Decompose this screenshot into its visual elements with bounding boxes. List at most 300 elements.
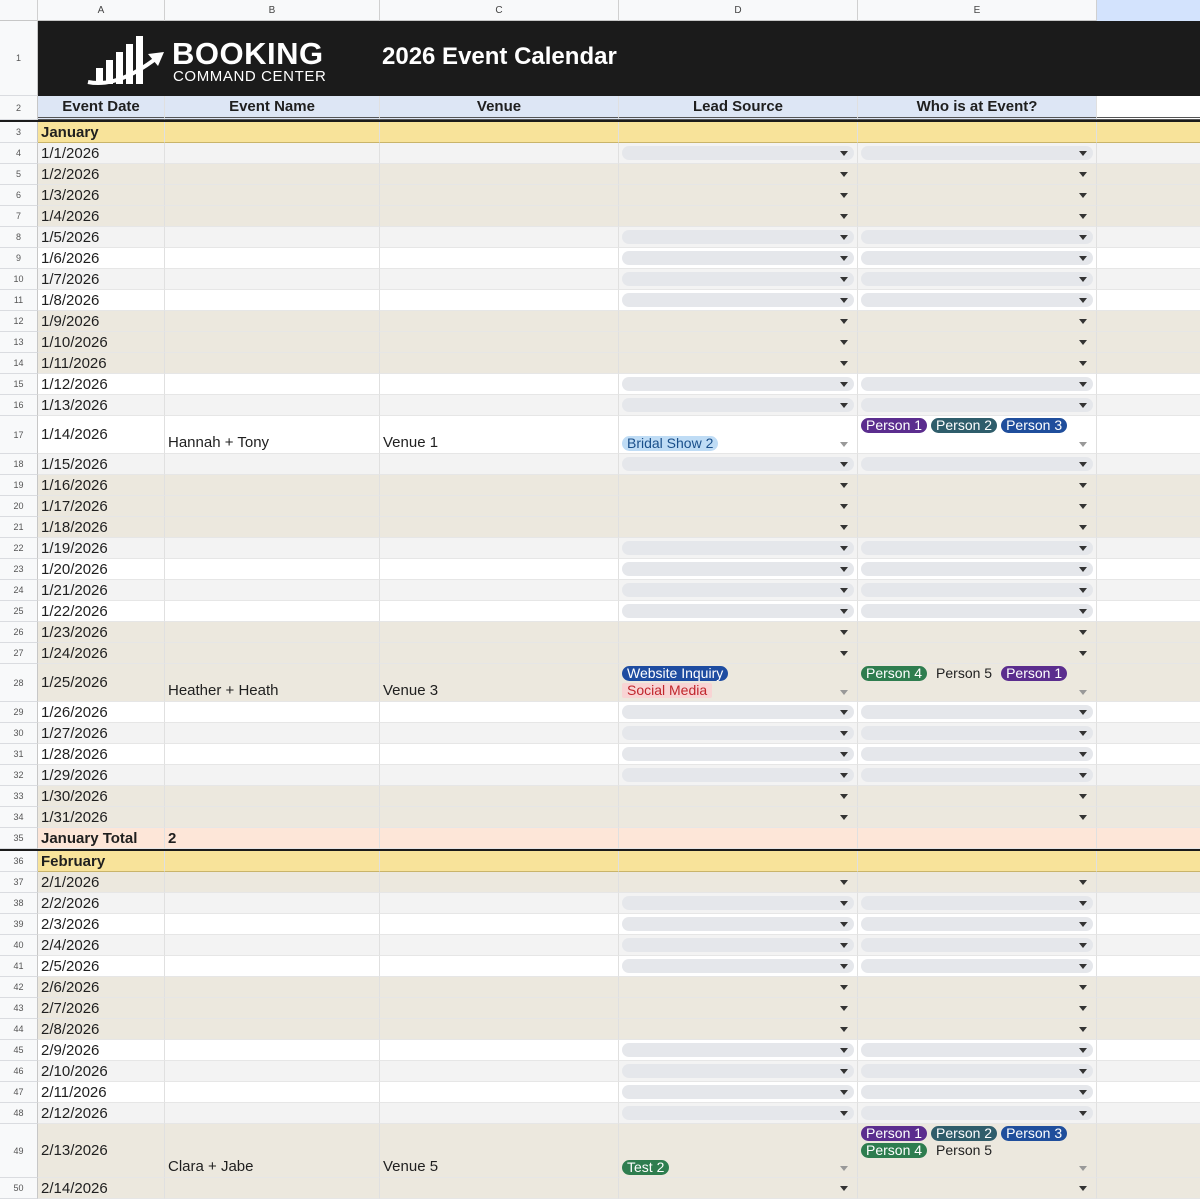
- empty-cell[interactable]: [1097, 956, 1200, 977]
- who-dropdown[interactable]: [858, 248, 1097, 269]
- empty-cell[interactable]: [1097, 332, 1200, 353]
- dropdown-pill[interactable]: [861, 917, 1093, 931]
- who-dropdown[interactable]: [858, 416, 1097, 454]
- lead-source-dropdown[interactable]: [619, 559, 858, 580]
- attendee-chip[interactable]: Person 4: [861, 666, 927, 681]
- venue-cell[interactable]: [380, 269, 619, 290]
- dropdown-pill[interactable]: [622, 1043, 854, 1057]
- row-number[interactable]: 48: [0, 1103, 38, 1124]
- chevron-down-icon[interactable]: [1079, 985, 1087, 990]
- chevron-down-icon[interactable]: [1079, 630, 1087, 635]
- empty-cell[interactable]: [1097, 143, 1200, 164]
- venue-cell[interactable]: [380, 395, 619, 416]
- dropdown-pill[interactable]: [861, 457, 1093, 471]
- event-name-cell[interactable]: [165, 353, 380, 374]
- month-band-cell[interactable]: [165, 851, 380, 872]
- row-number[interactable]: 36: [0, 851, 38, 872]
- dropdown-pill[interactable]: [861, 604, 1093, 618]
- event-name-cell[interactable]: [165, 185, 380, 206]
- total-cell[interactable]: [380, 828, 619, 849]
- chevron-down-icon[interactable]: [840, 630, 848, 635]
- event-name-cell[interactable]: [165, 538, 380, 559]
- attendee-chip[interactable]: Person 3: [1001, 1126, 1067, 1141]
- who-dropdown[interactable]: [858, 332, 1097, 353]
- chevron-down-icon[interactable]: [840, 794, 848, 799]
- dropdown-pill[interactable]: [861, 768, 1093, 782]
- event-date-cell[interactable]: 1/24/2026: [38, 643, 165, 664]
- chevron-down-icon[interactable]: [840, 462, 848, 467]
- event-date-cell[interactable]: 1/5/2026: [38, 227, 165, 248]
- row-number[interactable]: 27: [0, 643, 38, 664]
- row-number[interactable]: 16: [0, 395, 38, 416]
- venue-cell[interactable]: [380, 1082, 619, 1103]
- dropdown-pill[interactable]: [861, 377, 1093, 391]
- row-number[interactable]: 39: [0, 914, 38, 935]
- empty-cell[interactable]: [1097, 496, 1200, 517]
- dropdown-pill[interactable]: [861, 726, 1093, 740]
- dropdown-pill[interactable]: [622, 562, 854, 576]
- event-date-cell[interactable]: 1/29/2026: [38, 765, 165, 786]
- row-number[interactable]: 28: [0, 664, 38, 702]
- empty-cell[interactable]: [1097, 1082, 1200, 1103]
- event-date-cell[interactable]: 1/14/2026: [38, 416, 165, 454]
- venue-cell[interactable]: [380, 580, 619, 601]
- row-number[interactable]: 43: [0, 998, 38, 1019]
- event-name-cell[interactable]: [165, 143, 380, 164]
- empty-cell[interactable]: [1097, 998, 1200, 1019]
- empty-cell[interactable]: [1097, 1040, 1200, 1061]
- venue-cell[interactable]: [380, 1124, 619, 1178]
- who-dropdown[interactable]: [858, 744, 1097, 765]
- event-name-cell[interactable]: [165, 416, 380, 454]
- who-dropdown[interactable]: [858, 998, 1097, 1019]
- chevron-down-icon[interactable]: [840, 588, 848, 593]
- empty-cell[interactable]: [1097, 1178, 1200, 1199]
- event-date-cell[interactable]: 2/13/2026: [38, 1124, 165, 1178]
- chevron-down-icon[interactable]: [1079, 1006, 1087, 1011]
- lead-source-dropdown[interactable]: [619, 290, 858, 311]
- venue-cell[interactable]: [380, 956, 619, 977]
- venue-cell[interactable]: [380, 1061, 619, 1082]
- chevron-down-icon[interactable]: [840, 1027, 848, 1032]
- event-date-cell[interactable]: 1/15/2026: [38, 454, 165, 475]
- lead-source-dropdown[interactable]: [619, 517, 858, 538]
- month-band-cell[interactable]: [1097, 851, 1200, 872]
- event-date-cell[interactable]: 2/5/2026: [38, 956, 165, 977]
- row-number[interactable]: 24: [0, 580, 38, 601]
- chevron-down-icon[interactable]: [1079, 609, 1087, 614]
- lead-source-dropdown[interactable]: [619, 496, 858, 517]
- total-cell[interactable]: [1097, 828, 1200, 849]
- chevron-down-icon[interactable]: [840, 546, 848, 551]
- venue-cell[interactable]: [380, 248, 619, 269]
- venue-cell[interactable]: [380, 807, 619, 828]
- chevron-down-icon[interactable]: [840, 1186, 848, 1191]
- chevron-down-icon[interactable]: [1079, 483, 1087, 488]
- who-dropdown[interactable]: [858, 206, 1097, 227]
- dropdown-pill[interactable]: [622, 604, 854, 618]
- who-dropdown[interactable]: [858, 496, 1097, 517]
- event-date-cell[interactable]: 2/2/2026: [38, 893, 165, 914]
- chevron-down-icon[interactable]: [840, 710, 848, 715]
- lead-source-dropdown[interactable]: [619, 353, 858, 374]
- empty-cell[interactable]: [1097, 416, 1200, 454]
- row-number[interactable]: 45: [0, 1040, 38, 1061]
- row-number[interactable]: 7: [0, 206, 38, 227]
- lead-source-dropdown[interactable]: [619, 538, 858, 559]
- month-band-cell[interactable]: [619, 851, 858, 872]
- column-header-d[interactable]: D: [619, 0, 858, 21]
- dropdown-pill[interactable]: [622, 146, 854, 160]
- chevron-down-icon[interactable]: [1079, 922, 1087, 927]
- empty-cell[interactable]: [1097, 786, 1200, 807]
- event-date-cell[interactable]: 1/31/2026: [38, 807, 165, 828]
- who-dropdown[interactable]: [858, 538, 1097, 559]
- event-date-cell[interactable]: 1/26/2026: [38, 702, 165, 723]
- venue-cell[interactable]: [380, 311, 619, 332]
- chevron-down-icon[interactable]: [840, 382, 848, 387]
- event-name-cell[interactable]: [165, 956, 380, 977]
- chevron-down-icon[interactable]: [1079, 880, 1087, 885]
- event-date-cell[interactable]: 1/17/2026: [38, 496, 165, 517]
- lead-source-chip[interactable]: Bridal Show 2: [622, 436, 718, 451]
- event-date-cell[interactable]: 2/14/2026: [38, 1178, 165, 1199]
- event-name-cell[interactable]: [165, 872, 380, 893]
- row-number[interactable]: 35: [0, 828, 38, 849]
- who-dropdown[interactable]: [858, 786, 1097, 807]
- row-number[interactable]: 5: [0, 164, 38, 185]
- who-dropdown[interactable]: [858, 935, 1097, 956]
- dropdown-pill[interactable]: [622, 398, 854, 412]
- who-dropdown[interactable]: [858, 1040, 1097, 1061]
- who-dropdown[interactable]: [858, 559, 1097, 580]
- event-date-cell[interactable]: 2/10/2026: [38, 1061, 165, 1082]
- who-dropdown[interactable]: [858, 643, 1097, 664]
- venue-cell[interactable]: [380, 601, 619, 622]
- event-name-cell[interactable]: [165, 977, 380, 998]
- who-dropdown[interactable]: [858, 290, 1097, 311]
- empty-cell[interactable]: [1097, 723, 1200, 744]
- row-number[interactable]: 13: [0, 332, 38, 353]
- dropdown-pill[interactable]: [861, 398, 1093, 412]
- event-name-cell[interactable]: [165, 227, 380, 248]
- row-number[interactable]: 19: [0, 475, 38, 496]
- chevron-down-icon[interactable]: [1079, 361, 1087, 366]
- event-name-cell[interactable]: [165, 1082, 380, 1103]
- who-dropdown[interactable]: [858, 374, 1097, 395]
- row-number[interactable]: 12: [0, 311, 38, 332]
- chevron-down-icon[interactable]: [1079, 1090, 1087, 1095]
- chevron-down-icon[interactable]: [840, 1111, 848, 1116]
- venue-cell[interactable]: [380, 1178, 619, 1199]
- dropdown-pill[interactable]: [622, 293, 854, 307]
- empty-cell[interactable]: [1097, 269, 1200, 290]
- dropdown-pill[interactable]: [861, 959, 1093, 973]
- row-number[interactable]: 4: [0, 143, 38, 164]
- dropdown-pill[interactable]: [622, 272, 854, 286]
- lead-source-dropdown[interactable]: [619, 914, 858, 935]
- header-event-date[interactable]: Event Date: [38, 96, 165, 120]
- chevron-down-icon[interactable]: [840, 172, 848, 177]
- chevron-down-icon[interactable]: [840, 567, 848, 572]
- event-name-cell[interactable]: [165, 702, 380, 723]
- row-number[interactable]: 2: [0, 96, 38, 120]
- event-date-cell[interactable]: 1/4/2026: [38, 206, 165, 227]
- chevron-down-icon[interactable]: [840, 985, 848, 990]
- event-date-cell[interactable]: 1/25/2026: [38, 664, 165, 702]
- chevron-down-icon[interactable]: [1079, 319, 1087, 324]
- event-date-cell[interactable]: 2/1/2026: [38, 872, 165, 893]
- venue-cell[interactable]: [380, 332, 619, 353]
- who-dropdown[interactable]: [858, 664, 1097, 702]
- chevron-down-icon[interactable]: [1079, 193, 1087, 198]
- venue-cell[interactable]: [380, 374, 619, 395]
- event-name-cell[interactable]: [165, 454, 380, 475]
- chevron-down-icon[interactable]: [1079, 442, 1087, 447]
- dropdown-pill[interactable]: [861, 1064, 1093, 1078]
- empty-cell[interactable]: [1097, 807, 1200, 828]
- event-date-cell[interactable]: 1/11/2026: [38, 353, 165, 374]
- row-number[interactable]: 33: [0, 786, 38, 807]
- row-number[interactable]: 44: [0, 1019, 38, 1040]
- dropdown-pill[interactable]: [861, 230, 1093, 244]
- who-dropdown[interactable]: [858, 1124, 1097, 1178]
- chevron-down-icon[interactable]: [1079, 1111, 1087, 1116]
- event-name-cell[interactable]: [165, 1103, 380, 1124]
- empty-cell[interactable]: [1097, 1061, 1200, 1082]
- venue-cell[interactable]: [380, 723, 619, 744]
- chevron-down-icon[interactable]: [840, 1006, 848, 1011]
- row-number[interactable]: 25: [0, 601, 38, 622]
- chevron-down-icon[interactable]: [840, 752, 848, 757]
- dropdown-pill[interactable]: [622, 1064, 854, 1078]
- chevron-down-icon[interactable]: [1079, 1027, 1087, 1032]
- chevron-down-icon[interactable]: [1079, 298, 1087, 303]
- who-dropdown[interactable]: [858, 914, 1097, 935]
- dropdown-pill[interactable]: [622, 917, 854, 931]
- venue-cell[interactable]: [380, 702, 619, 723]
- event-name-cell[interactable]: [165, 1178, 380, 1199]
- dropdown-pill[interactable]: [622, 705, 854, 719]
- chevron-down-icon[interactable]: [1079, 256, 1087, 261]
- chevron-down-icon[interactable]: [840, 609, 848, 614]
- chevron-down-icon[interactable]: [840, 214, 848, 219]
- empty-cell[interactable]: [1097, 395, 1200, 416]
- row-number[interactable]: 22: [0, 538, 38, 559]
- empty-cell[interactable]: [1097, 164, 1200, 185]
- lead-source-dropdown[interactable]: [619, 416, 858, 454]
- event-name-cell[interactable]: [165, 998, 380, 1019]
- event-name-cell[interactable]: [165, 517, 380, 538]
- event-date-cell[interactable]: 1/7/2026: [38, 269, 165, 290]
- row-number[interactable]: 31: [0, 744, 38, 765]
- venue-cell[interactable]: [380, 416, 619, 454]
- chevron-down-icon[interactable]: [1079, 752, 1087, 757]
- column-header-c[interactable]: C: [380, 0, 619, 21]
- empty-cell[interactable]: [1097, 311, 1200, 332]
- lead-source-dropdown[interactable]: [619, 998, 858, 1019]
- row-number[interactable]: 3: [0, 122, 38, 143]
- who-dropdown[interactable]: [858, 601, 1097, 622]
- event-name-cell[interactable]: [165, 893, 380, 914]
- dropdown-pill[interactable]: [622, 377, 854, 391]
- venue-cell[interactable]: [380, 893, 619, 914]
- event-name-cell[interactable]: [165, 475, 380, 496]
- event-name-cell[interactable]: [165, 1019, 380, 1040]
- chevron-down-icon[interactable]: [1079, 773, 1087, 778]
- event-name-cell[interactable]: [165, 248, 380, 269]
- lead-source-dropdown[interactable]: [619, 143, 858, 164]
- row-number[interactable]: 6: [0, 185, 38, 206]
- attendee-chip[interactable]: Person 3: [1001, 418, 1067, 433]
- lead-source-dropdown[interactable]: [619, 1103, 858, 1124]
- dropdown-pill[interactable]: [861, 896, 1093, 910]
- chevron-down-icon[interactable]: [840, 1166, 848, 1171]
- lead-source-dropdown[interactable]: [619, 702, 858, 723]
- event-name-cell[interactable]: [165, 269, 380, 290]
- lead-source-dropdown[interactable]: [619, 664, 858, 702]
- empty-cell[interactable]: [1097, 374, 1200, 395]
- dropdown-pill[interactable]: [861, 583, 1093, 597]
- chevron-down-icon[interactable]: [840, 731, 848, 736]
- chevron-down-icon[interactable]: [840, 442, 848, 447]
- who-dropdown[interactable]: [858, 475, 1097, 496]
- chevron-down-icon[interactable]: [840, 340, 848, 345]
- event-date-cell[interactable]: 1/1/2026: [38, 143, 165, 164]
- chevron-down-icon[interactable]: [840, 651, 848, 656]
- event-name-cell[interactable]: [165, 1040, 380, 1061]
- empty-cell[interactable]: [1097, 290, 1200, 311]
- empty-cell[interactable]: [1097, 914, 1200, 935]
- lead-source-dropdown[interactable]: [619, 765, 858, 786]
- venue-cell[interactable]: [380, 538, 619, 559]
- who-dropdown[interactable]: [858, 164, 1097, 185]
- who-dropdown[interactable]: [858, 872, 1097, 893]
- event-name-cell[interactable]: [165, 914, 380, 935]
- event-name-cell[interactable]: [165, 496, 380, 517]
- dropdown-pill[interactable]: [861, 1043, 1093, 1057]
- who-dropdown[interactable]: [858, 1082, 1097, 1103]
- event-date-cell[interactable]: 1/8/2026: [38, 290, 165, 311]
- empty-cell[interactable]: [1097, 1124, 1200, 1178]
- venue-cell[interactable]: [380, 290, 619, 311]
- event-date-cell[interactable]: 1/10/2026: [38, 332, 165, 353]
- row-number[interactable]: 21: [0, 517, 38, 538]
- venue-cell[interactable]: [380, 744, 619, 765]
- who-dropdown[interactable]: [858, 956, 1097, 977]
- dropdown-pill[interactable]: [622, 583, 854, 597]
- chevron-down-icon[interactable]: [1079, 277, 1087, 282]
- empty-cell[interactable]: [1097, 1019, 1200, 1040]
- empty-cell[interactable]: [1097, 517, 1200, 538]
- attendee-chip[interactable]: Person 1: [1001, 666, 1067, 681]
- row-number[interactable]: 42: [0, 977, 38, 998]
- venue-cell[interactable]: [380, 935, 619, 956]
- lead-source-dropdown[interactable]: [619, 786, 858, 807]
- lead-source-chip[interactable]: Social Media: [622, 683, 712, 698]
- who-dropdown[interactable]: [858, 580, 1097, 601]
- empty-cell[interactable]: [1097, 601, 1200, 622]
- row-number[interactable]: 41: [0, 956, 38, 977]
- month-band-cell[interactable]: [1097, 122, 1200, 143]
- empty-cell[interactable]: [1097, 185, 1200, 206]
- event-name-cell[interactable]: [165, 765, 380, 786]
- empty-cell[interactable]: [1097, 935, 1200, 956]
- empty-cell[interactable]: [1097, 744, 1200, 765]
- who-dropdown[interactable]: [858, 977, 1097, 998]
- event-name-cell[interactable]: [165, 786, 380, 807]
- row-number[interactable]: 14: [0, 353, 38, 374]
- chevron-down-icon[interactable]: [840, 361, 848, 366]
- column-header-a[interactable]: A: [38, 0, 165, 21]
- venue-cell[interactable]: [380, 998, 619, 1019]
- chevron-down-icon[interactable]: [1079, 525, 1087, 530]
- event-date-cell[interactable]: 1/18/2026: [38, 517, 165, 538]
- event-date-cell[interactable]: 2/6/2026: [38, 977, 165, 998]
- who-dropdown[interactable]: [858, 185, 1097, 206]
- who-dropdown[interactable]: [858, 1103, 1097, 1124]
- chevron-down-icon[interactable]: [840, 964, 848, 969]
- chevron-down-icon[interactable]: [840, 1090, 848, 1095]
- event-name-cell[interactable]: [165, 580, 380, 601]
- chevron-down-icon[interactable]: [1079, 172, 1087, 177]
- row-number[interactable]: 9: [0, 248, 38, 269]
- event-date-cell[interactable]: 2/7/2026: [38, 998, 165, 1019]
- event-name-cell[interactable]: [165, 935, 380, 956]
- chevron-down-icon[interactable]: [1079, 815, 1087, 820]
- event-date-cell[interactable]: 2/3/2026: [38, 914, 165, 935]
- chevron-down-icon[interactable]: [1079, 403, 1087, 408]
- chevron-down-icon[interactable]: [1079, 382, 1087, 387]
- empty-cell[interactable]: [1097, 475, 1200, 496]
- event-name-cell[interactable]: [165, 601, 380, 622]
- lead-source-dropdown[interactable]: [619, 580, 858, 601]
- dropdown-pill[interactable]: [861, 272, 1093, 286]
- venue-cell[interactable]: [380, 765, 619, 786]
- row-number[interactable]: 15: [0, 374, 38, 395]
- lead-source-dropdown[interactable]: [619, 185, 858, 206]
- event-date-cell[interactable]: 1/20/2026: [38, 559, 165, 580]
- row-number[interactable]: 8: [0, 227, 38, 248]
- venue-cell[interactable]: [380, 143, 619, 164]
- empty-cell[interactable]: [1097, 454, 1200, 475]
- column-header-b[interactable]: B: [165, 0, 380, 21]
- row-number[interactable]: 11: [0, 290, 38, 311]
- lead-source-dropdown[interactable]: [619, 744, 858, 765]
- event-date-cell[interactable]: 1/28/2026: [38, 744, 165, 765]
- lead-source-dropdown[interactable]: [619, 935, 858, 956]
- venue-cell[interactable]: [380, 977, 619, 998]
- dropdown-pill[interactable]: [622, 251, 854, 265]
- who-dropdown[interactable]: [858, 765, 1097, 786]
- dropdown-pill[interactable]: [861, 705, 1093, 719]
- row-number[interactable]: 30: [0, 723, 38, 744]
- total-cell[interactable]: [619, 828, 858, 849]
- venue-cell[interactable]: [380, 664, 619, 702]
- row-number[interactable]: 32: [0, 765, 38, 786]
- empty-cell[interactable]: [1097, 702, 1200, 723]
- dropdown-pill[interactable]: [861, 1106, 1093, 1120]
- chevron-down-icon[interactable]: [840, 277, 848, 282]
- empty-cell[interactable]: [1097, 248, 1200, 269]
- who-dropdown[interactable]: [858, 1019, 1097, 1040]
- event-name-cell[interactable]: [165, 206, 380, 227]
- chevron-down-icon[interactable]: [840, 403, 848, 408]
- lead-source-dropdown[interactable]: [619, 723, 858, 744]
- chevron-down-icon[interactable]: [840, 256, 848, 261]
- event-name-cell[interactable]: [165, 559, 380, 580]
- row-number[interactable]: 40: [0, 935, 38, 956]
